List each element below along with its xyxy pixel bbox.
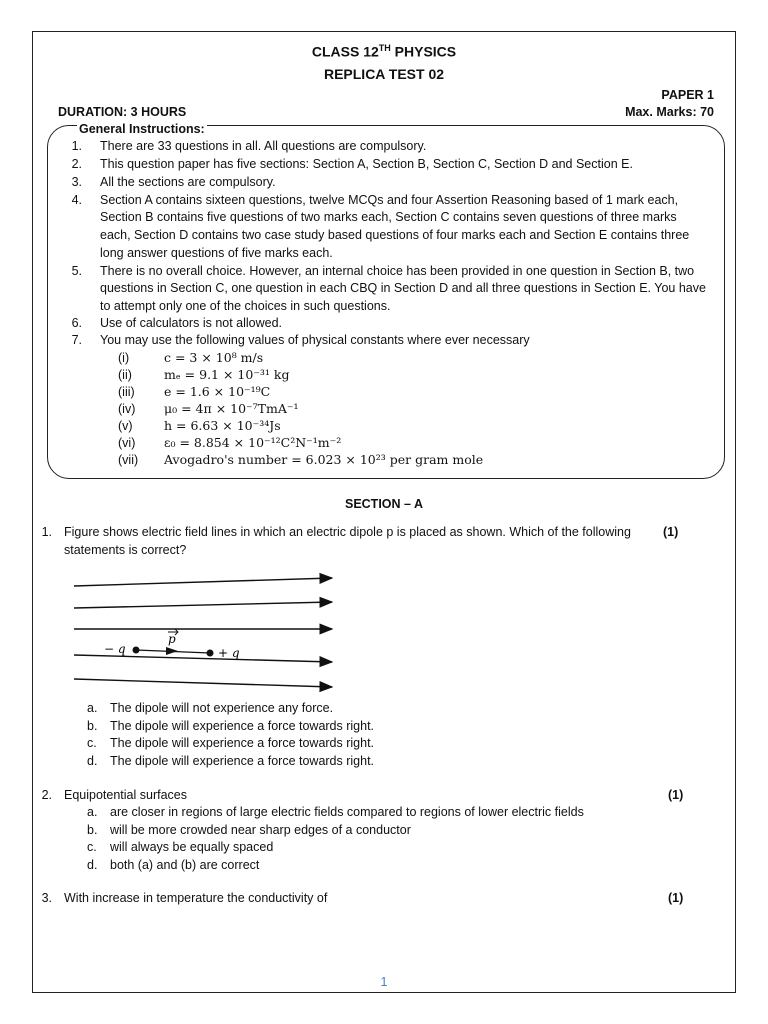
question-number: 2. — [41, 788, 52, 802]
option-text: The dipole will not experience any force. — [110, 701, 334, 715]
question-text: Figure shows electric field lines in which an electric dipole p is placed as shown. Which of the following — [64, 525, 631, 539]
constant-label: (vii) — [118, 453, 139, 467]
constant-value: mₑ = 9.1 × 10⁻³¹ kg — [164, 367, 290, 382]
instruction-number: 4. — [71, 193, 82, 207]
test-title: REPLICA TEST 02 — [323, 66, 445, 82]
instruction-text: This question paper has five sections: Section A, Section B, Section C, Section D and Section E. — [100, 157, 633, 171]
question-text: With increase in temperature the conductivity of — [64, 891, 328, 905]
constant-label: (i) — [118, 351, 130, 365]
page-number: 1 — [380, 975, 388, 989]
constant-label: (iv) — [118, 402, 136, 416]
instruction-number: 6. — [71, 316, 82, 330]
constant-label: (v) — [118, 419, 133, 433]
positive-charge-label: + q — [218, 646, 240, 660]
constant-value: e = 1.6 × 10⁻¹⁹C — [164, 384, 271, 399]
dipole-vector-arrow — [166, 647, 178, 655]
paper-label: PAPER 1 — [661, 88, 714, 102]
positive-charge — [207, 650, 214, 657]
question-marks: (1) — [668, 891, 684, 905]
instructions-heading: General Instructions: — [79, 122, 205, 136]
instruction-number: 7. — [71, 333, 82, 347]
constant-value: Avogadro's number = 6.023 × 10²³ per gram mole — [164, 452, 484, 467]
option-text: will always be equally spaced — [110, 840, 274, 854]
option-text: will be more crowded near sharp edges of a conductor — [110, 823, 411, 837]
instruction-number: 2. — [71, 157, 82, 171]
section-title: SECTION – A — [344, 497, 424, 511]
instruction-text: You may use the following values of physical constants where ever necessary — [100, 333, 530, 347]
field-line — [74, 578, 332, 586]
instruction-text: to attempt only one of the choices in such questions. — [100, 299, 391, 313]
max-marks-label: Max. Marks: 70 — [625, 105, 714, 119]
option-letter: d. — [87, 754, 98, 768]
option-letter: d. — [87, 858, 98, 872]
constant-label: (iii) — [118, 385, 135, 399]
instruction-text: Use of calculators is not allowed. — [100, 316, 283, 330]
instruction-text: each, Section D contains two case study based questions of four marks each and Section E contains three — [100, 228, 690, 242]
field-lines-figure — [60, 565, 350, 695]
negative-charge-label: − q — [104, 642, 126, 656]
constant-value: h = 6.63 × 10⁻³⁴Js — [164, 418, 281, 433]
dipole-moment-label: p — [168, 632, 176, 646]
instruction-text: long answer questions of five marks each. — [100, 246, 333, 260]
duration-label: DURATION: 3 HOURS — [58, 105, 187, 119]
question-number: 1. — [41, 525, 52, 539]
option-text: The dipole will experience a force towards right. — [110, 719, 375, 733]
instruction-text: Section B contains five questions of two marks each, Section C contains seven questions of three marks — [100, 210, 677, 224]
constant-label: (ii) — [118, 368, 132, 382]
class-title: CLASS 12TH PHYSICS — [311, 43, 457, 60]
field-line — [74, 655, 332, 662]
field-line — [74, 679, 332, 687]
question-text: statements is correct? — [64, 543, 187, 557]
option-letter: c. — [87, 736, 97, 750]
negative-charge — [133, 647, 140, 654]
instruction-text: There is no overall choice. However, an internal choice has been provided in one question in Section B, two — [100, 264, 695, 278]
option-letter: a. — [87, 805, 98, 819]
option-text: The dipole will experience a force towards right. — [110, 736, 375, 750]
question-marks: (1) — [668, 788, 684, 802]
instruction-text: questions in Section C, one question in each CBQ in Section D and all three questions in Section E. You have — [100, 281, 706, 295]
option-text: both (a) and (b) are correct — [110, 858, 260, 872]
instruction-number: 1. — [71, 139, 82, 153]
constant-value: c = 3 × 10⁸ m/s — [164, 350, 264, 365]
field-line — [74, 602, 332, 608]
option-letter: a. — [87, 701, 98, 715]
constant-label: (vi) — [118, 436, 136, 450]
instruction-text: All the sections are compulsory. — [100, 175, 276, 189]
instruction-number: 5. — [71, 264, 82, 278]
constant-value: μ₀ = 4π × 10⁻⁷TmA⁻¹ — [164, 401, 299, 416]
question-marks: (1) — [663, 525, 679, 539]
option-text: are closer in regions of large electric fields compared to regions of lower electric fields — [110, 805, 584, 819]
option-letter: c. — [87, 840, 97, 854]
option-letter: b. — [87, 719, 98, 733]
question-number: 3. — [41, 891, 52, 905]
option-letter: b. — [87, 823, 98, 837]
instruction-text: There are 33 questions in all. All questions are compulsory. — [100, 139, 427, 153]
constant-value: ε₀ = 8.854 × 10⁻¹²C²N⁻¹m⁻² — [164, 435, 342, 450]
option-text: The dipole will experience a force towards right. — [110, 754, 375, 768]
instruction-text: Section A contains sixteen questions, twelve MCQs and four Assertion Reasoning based of 1 mark each, — [100, 193, 679, 207]
question-text: Equipotential surfaces — [64, 788, 187, 802]
instruction-number: 3. — [71, 175, 82, 189]
